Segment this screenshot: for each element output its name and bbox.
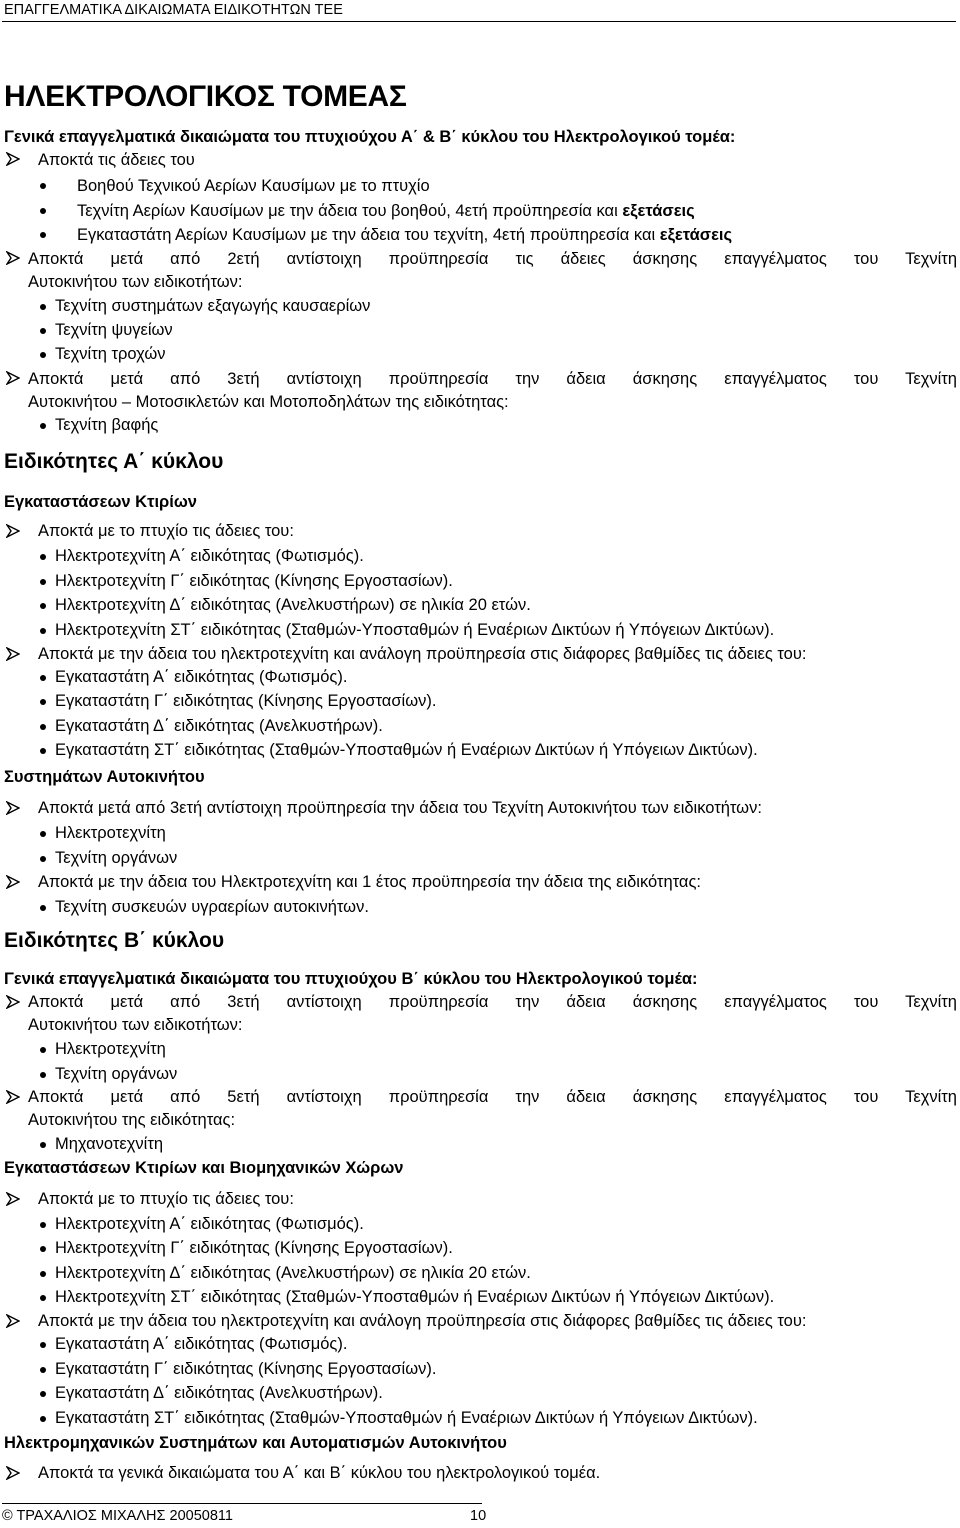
list-item: Εγκαταστάτη Δ΄ ειδικότητας (Ανελκυστήρων). — [55, 717, 383, 735]
list-item-text: Τεχνίτη Αερίων Καυσίμων με την άδεια του βοηθού, 4ετή προϋπηρεσία και — [77, 202, 618, 220]
bullet-icon — [40, 1295, 46, 1301]
bullet-icon — [40, 328, 46, 334]
list-item: Αποκτά με το πτυχίο τις άδειες του: — [38, 1190, 294, 1208]
arrow-bullet-icon — [6, 371, 20, 385]
bullet-icon — [40, 304, 46, 310]
list-item: Αποκτά μετά από 3ετή αντίστοιχη προϋπηρεσία την άδεια άσκησης επαγγέλματος του Τεχνίτη — [28, 370, 957, 388]
footer-divider — [2, 1503, 482, 1504]
exams-label: εξετάσεις — [622, 202, 695, 220]
list-item: Τεχνίτη τροχών — [55, 345, 166, 363]
bullet-icon — [40, 208, 46, 214]
list-item-continuation: Αυτοκινήτου των ειδικοτήτων: — [28, 273, 243, 291]
bullet-icon — [40, 675, 46, 681]
list-item: Τεχνίτη οργάνων — [55, 1065, 178, 1083]
list-item: Τεχνίτη ψυγείων — [55, 321, 173, 339]
arrow-bullet-icon — [6, 1466, 20, 1480]
list-item: Αποκτά με την άδεια του ηλεκτροτεχνίτη και ανάλογη προϋπηρεσία στις διάφορες βαθμίδες τις άδειες του: — [38, 645, 807, 663]
list-item-text: Εγκαταστάτη Αερίων Καυσίμων με την άδεια του τεχνίτη, 4ετή προϋπηρεσία και — [77, 226, 656, 244]
list-item: Εγκαταστάτη Α΄ ειδικότητας (Φωτισμός). — [55, 668, 348, 686]
bullet-icon — [40, 423, 46, 429]
bullet-icon — [40, 905, 46, 911]
bullet-icon — [40, 1367, 46, 1373]
list-item-continuation: Αυτοκινήτου – Μοτοσικλετών και Μοτοποδηλάτων της ειδικότητας: — [28, 393, 509, 411]
bullet-icon — [40, 232, 46, 238]
arrow-bullet-icon — [6, 152, 20, 166]
list-item: Αποκτά με το πτυχίο τις άδειες του: — [38, 522, 294, 540]
bullet-icon — [40, 1416, 46, 1422]
subsection-title: Ηλεκτρομηχανικών Συστημάτων και Αυτοματισμών Αυτοκινήτου — [4, 1434, 507, 1452]
subsection-title: Εγκαταστάσεων Κτιρίων — [4, 493, 197, 511]
bullet-icon — [40, 1246, 46, 1252]
bullet-icon — [40, 579, 46, 585]
arrow-bullet-icon — [6, 1314, 20, 1328]
arrow-bullet-icon — [6, 251, 20, 265]
section-b-heading: Γενικά επαγγελματικά δικαιώματα του πτυχιούχου Β΄ κύκλου του Ηλεκτρολογικού τομέα: — [4, 970, 698, 988]
arrow-bullet-icon — [6, 524, 20, 538]
general-heading: Γενικά επαγγελματικά δικαιώματα του πτυχιούχου Α΄ & Β΄ κύκλου του Ηλεκτρολογικού τομέα: — [4, 128, 736, 146]
arrow-bullet-icon — [6, 801, 20, 815]
list-item: Ηλεκτροτεχνίτη — [55, 1040, 166, 1058]
page-title: ΗΛΕΚΤΡΟΛΟΓΙΚΟΣ ΤΟΜΕΑΣ — [4, 80, 407, 113]
bullet-icon — [40, 554, 46, 560]
list-item: Αποκτά μετά από 3ετή αντίστοιχη προϋπηρεσία την άδεια άσκησης επαγγέλματος του Τεχνίτη — [28, 993, 957, 1011]
list-item: Εγκαταστάτη Δ΄ ειδικότητας (Ανελκυστήρων). — [55, 1384, 383, 1402]
bullet-icon — [40, 352, 46, 358]
bullet-icon — [40, 1142, 46, 1148]
list-item: Ηλεκτροτεχνίτη Γ΄ ειδικότητας (Κίνησης Εργοστασίων). — [55, 572, 453, 590]
exams-label: εξετάσεις — [659, 226, 733, 244]
list-item-continuation: Αυτοκινήτου των ειδικοτήτων: — [28, 1016, 243, 1034]
list-item: Εγκαταστάτη Γ΄ ειδικότητας (Κίνησης Εργοστασίων). — [55, 1360, 437, 1378]
subsection-title: Συστημάτων Αυτοκινήτου — [4, 768, 205, 786]
arrow-bullet-icon — [6, 1192, 20, 1206]
bullet-icon — [40, 1047, 46, 1053]
list-item: Βοηθού Τεχνικού Αερίων Καυσίμων με το πτυχίο — [77, 177, 430, 195]
bullet-icon — [40, 699, 46, 705]
bullet-icon — [40, 1222, 46, 1228]
list-item — [77, 201, 695, 221]
bullet-icon — [40, 183, 46, 189]
list-item: Αποκτά μετά από 3ετή αντίστοιχη προϋπηρεσία την άδεια του Τεχνίτη Αυτοκινήτου των ειδικοτήτων: — [38, 799, 762, 817]
section-b-title: Ειδικότητες Β΄ κύκλου — [4, 929, 225, 952]
subsection-title: Εγκαταστάσεων Κτιρίων και Βιομηχανικών Χώρων — [4, 1159, 404, 1177]
bullet-icon — [40, 856, 46, 862]
list-item: Εγκαταστάτη ΣΤ΄ ειδικότητας (Σταθμών-Υποσταθμών ή Εναέριων Δικτύων ή Υπόγειων Δικτύων). — [55, 741, 758, 759]
list-item — [77, 225, 732, 245]
bullet-icon — [40, 1271, 46, 1277]
list-item: Ηλεκτροτεχνίτη Γ΄ ειδικότητας (Κίνησης Εργοστασίων). — [55, 1239, 453, 1257]
list-item: Ηλεκτροτεχνίτη ΣΤ΄ ειδικότητας (Σταθμών-Υποσταθμών ή Εναέριων Δικτύων ή Υπόγειων Δικτύων). — [55, 621, 775, 639]
bullet-icon — [40, 1072, 46, 1078]
list-item: Τεχνίτη συσκευών υγραερίων αυτοκινήτων. — [55, 898, 369, 916]
list-item: Εγκαταστάτη Α΄ ειδικότητας (Φωτισμός). — [55, 1335, 348, 1353]
bullet-icon — [40, 603, 46, 609]
list-item: Ηλεκτροτεχνίτη Δ΄ ειδικότητας (Ανελκυστήρων) σε ηλικία 20 ετών. — [55, 596, 531, 614]
list-item: Τεχνίτη οργάνων — [55, 849, 178, 867]
list-item: Ηλεκτροτεχνίτη — [55, 824, 166, 842]
header-divider — [2, 21, 956, 22]
bullet-icon — [40, 1391, 46, 1397]
arrow-bullet-icon — [6, 1090, 20, 1104]
section-a-title: Ειδικότητες Α΄ κύκλου — [4, 450, 224, 473]
list-item: Εγκαταστάτη Γ΄ ειδικότητας (Κίνησης Εργοστασίων). — [55, 692, 437, 710]
list-item: Ηλεκτροτεχνίτη Α΄ ειδικότητας (Φωτισμός). — [55, 1215, 364, 1233]
bullet-icon — [40, 1342, 46, 1348]
list-item: Αποκτά με την άδεια του Ηλεκτροτεχνίτη και 1 έτος προϋπηρεσία την άδεια της ειδικότητας: — [38, 873, 701, 891]
list-item: Αποκτά μετά από 2ετή αντίστοιχη προϋπηρεσία τις άδειες άσκησης επαγγέλματος του Τεχνίτη — [28, 250, 957, 268]
list-item: Αποκτά τα γενικά δικαιώματα του Α΄ και Β΄ κύκλου του ηλεκτρολογικού τομέα. — [38, 1464, 601, 1482]
arrow-bullet-icon — [6, 875, 20, 889]
list-item: Αποκτά τις άδειες του — [38, 151, 195, 169]
list-item: Τεχνίτη βαφής — [55, 416, 159, 434]
footer-author: © ΤΡΑΧΑΛΙΟΣ ΜΙΧΑΛΗΣ 20050811 — [2, 1508, 233, 1524]
list-item: Εγκαταστάτη ΣΤ΄ ειδικότητας (Σταθμών-Υποσταθμών ή Εναέριων Δικτύων ή Υπόγειων Δικτύων). — [55, 1409, 758, 1427]
list-item: Ηλεκτροτεχνίτη Δ΄ ειδικότητας (Ανελκυστήρων) σε ηλικία 20 ετών. — [55, 1264, 531, 1282]
bullet-icon — [40, 628, 46, 634]
list-item-continuation: Αυτοκινήτου της ειδικότητας: — [28, 1111, 236, 1129]
list-item: Μηχανοτεχνίτη — [55, 1135, 164, 1153]
list-item: Αποκτά μετά από 5ετή αντίστοιχη προϋπηρεσία την άδεια άσκησης επαγγέλματος του Τεχνίτη — [28, 1088, 957, 1106]
list-item: Αποκτά με την άδεια του ηλεκτροτεχνίτη και ανάλογη προϋπηρεσία στις διάφορες βαθμίδες τις άδειες του: — [38, 1312, 807, 1330]
bullet-icon — [40, 831, 46, 837]
arrow-bullet-icon — [6, 995, 20, 1009]
list-item: Τεχνίτη συστημάτων εξαγωγής καυσαερίων — [55, 297, 371, 315]
list-item: Ηλεκτροτεχνίτη ΣΤ΄ ειδικότητας (Σταθμών-Υποσταθμών ή Εναέριων Δικτύων ή Υπόγειων Δικτύων). — [55, 1288, 775, 1306]
running-header: ΕΠΑΓΓΕΛΜΑΤΙΚΑ ΔΙΚΑΙΩΜΑΤΑ ΕΙΔΙΚΟΤΗΤΩΝ ΤΕΕ — [4, 2, 343, 18]
arrow-bullet-icon — [6, 647, 20, 661]
bullet-icon — [40, 748, 46, 754]
bullet-icon — [40, 724, 46, 730]
page-number: 10 — [470, 1508, 487, 1524]
list-item: Ηλεκτροτεχνίτη Α΄ ειδικότητας (Φωτισμός). — [55, 547, 364, 565]
